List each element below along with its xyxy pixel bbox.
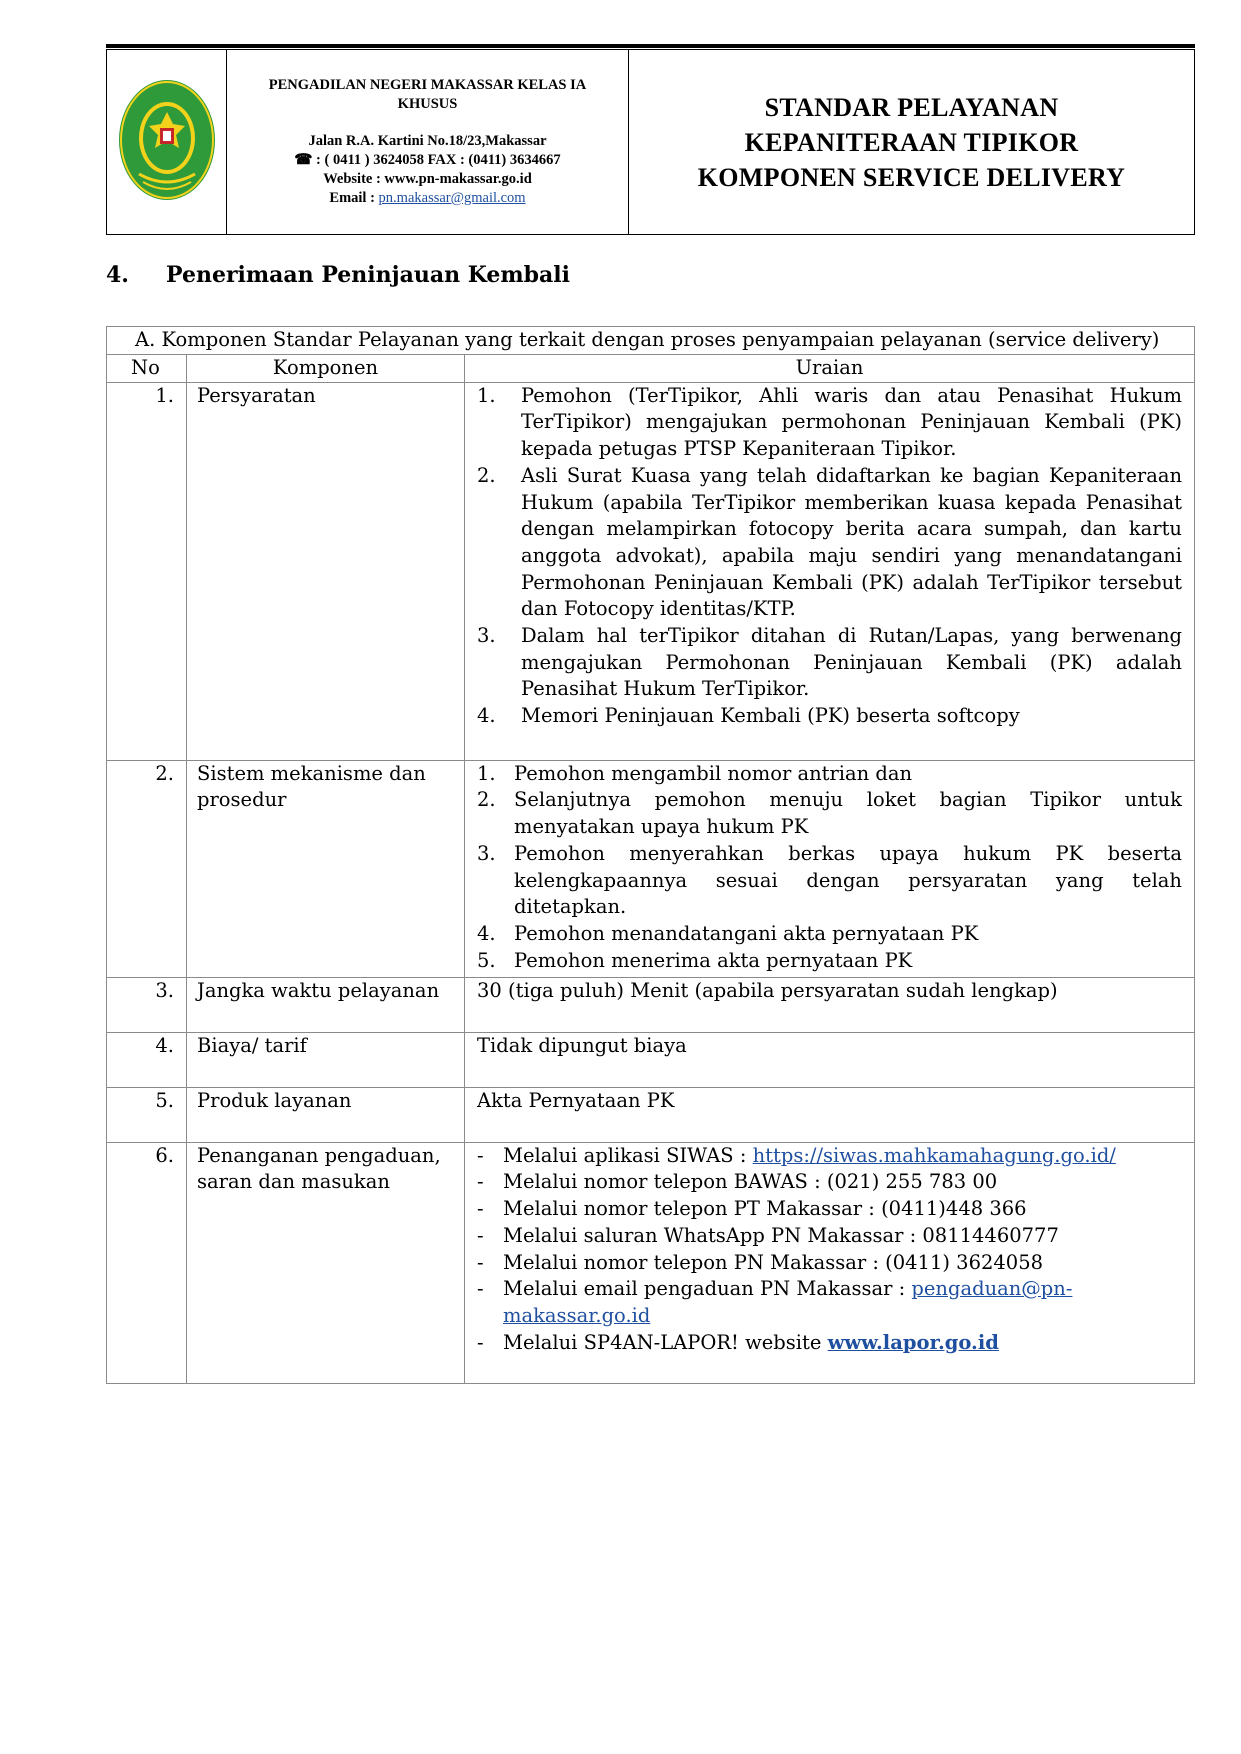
logo-cell	[107, 50, 227, 235]
email-label: Email :	[329, 190, 375, 206]
column-header-uraian: Uraian	[465, 355, 1195, 383]
row-uraian: Tidak dipungut biaya	[465, 1032, 1195, 1087]
court-info	[227, 50, 629, 235]
row-number: 1.	[107, 382, 187, 760]
list-item: 1. Pemohon (TerTipikor, Ahli waris dan atau Penasihat Hukum TerTipikor) mengajukan permohonan Peninjauan Kembali (PK) kepada petugas PTSP Kepaniteraan Tipikor.	[477, 383, 1182, 461]
court-website: Website : www.pn-makassar.go.id	[323, 171, 532, 187]
row-number: 3.	[107, 977, 187, 1032]
row-komponen: Produk layanan	[187, 1087, 465, 1142]
table-row	[107, 1087, 1195, 1142]
header-top-rule	[106, 44, 1195, 48]
table-row	[107, 382, 1195, 760]
service-standard-table	[106, 326, 1195, 1384]
list-item: 3. Dalam hal terTipikor ditahan di Rutan/Lapas, yang berwenang mengajukan Permohonan Peninjauan Kembali (PK) adalah Penasihat Hukum TerTipikor.	[477, 624, 1182, 701]
row-komponen: Penanganan pengaduan, saran dan masukan	[187, 1142, 465, 1383]
column-header-komponen: Komponen	[187, 355, 465, 383]
document-title	[629, 50, 1195, 235]
phone-text: : ( 0411 ) 3624058 FAX : (0411) 3634667	[316, 152, 561, 168]
list-item: 3. Pemohon menyerahkan berkas upaya hukum PK beserta kelengkapaannya sesuai dengan persyaratan yang telah ditetapkan.	[477, 841, 1182, 919]
table-banner: A. Komponen Standar Pelayanan yang terkait dengan proses penyampaian pelayanan (service delivery)	[107, 327, 1195, 355]
title-line-2: KEPANITERAAN TIPIKOR	[744, 127, 1079, 157]
row-number: 4.	[107, 1032, 187, 1087]
row-uraian	[465, 382, 1195, 760]
list-item: - Melalui saluran WhatsApp PN Makassar : 08114460777	[477, 1223, 1059, 1247]
section-number: 4.	[106, 262, 129, 288]
section-heading	[106, 262, 570, 288]
procedure-list	[477, 761, 1182, 975]
court-phone	[228, 151, 627, 170]
email-link[interactable]: pn.makassar@gmail.com	[378, 190, 526, 206]
row-number: 5.	[107, 1087, 187, 1142]
section-title: Penerimaan Peninjauan Kembali	[166, 262, 571, 288]
row-number: 6.	[107, 1142, 187, 1383]
list-item: - Melalui nomor telepon PT Makassar : (0411)448 366	[477, 1197, 1027, 1221]
list-item: 5. Pemohon menerima akta pernyataan PK	[477, 948, 913, 972]
row-komponen: Jangka waktu pelayanan	[187, 977, 465, 1032]
list-item: 1. Pemohon mengambil nomor antrian dan	[477, 761, 913, 785]
list-item: - Melalui SP4AN-LAPOR! website www.lapor.go.id	[477, 1330, 999, 1354]
row-komponen: Biaya/ tarif	[187, 1032, 465, 1087]
row-uraian: 30 (tiga puluh) Menit (apabila persyaratan sudah lengkap)	[465, 977, 1195, 1032]
table-row	[107, 760, 1195, 977]
row-komponen: Persyaratan	[187, 382, 465, 760]
lapor-website-link[interactable]: www.lapor.go.id	[827, 1330, 999, 1354]
complaint-email-link[interactable]: pengaduan@pn-makassar.go.id	[503, 1277, 1073, 1327]
list-item: 4. Memori Peninjauan Kembali (PK) beserta softcopy	[477, 704, 1020, 728]
list-item: 2. Asli Surat Kuasa yang telah didaftarkan ke bagian Kepaniteraan Hukum (apabila TerTipikor memberikan kuasa kepada Penasihat dengan melampirkan fotocopy berita acara sumpah, dan kartu anggota advokat), apabila maju sendiri yang menandatangani Permohonan Peninjauan Kembali (PK) adalah TerTipikor tersebut dan Fotocopy identitas/KTP.	[477, 463, 1182, 621]
table-row	[107, 977, 1195, 1032]
row-uraian: Akta Pernyataan PK	[465, 1087, 1195, 1142]
row-number: 2.	[107, 760, 187, 977]
requirements-list	[477, 383, 1182, 730]
title-line-3: KOMPONEN SERVICE DELIVERY	[697, 162, 1126, 192]
row-uraian	[465, 760, 1195, 977]
letterhead	[106, 49, 1195, 235]
row-uraian	[465, 1142, 1195, 1383]
title-line-1: STANDAR PELAYANAN	[764, 92, 1059, 122]
siwas-link[interactable]: https://siwas.mahkamahagung.go.id/	[752, 1143, 1116, 1167]
table-row	[107, 1142, 1195, 1383]
telephone-icon: ☎	[294, 152, 313, 168]
complaint-channels-list	[477, 1143, 1182, 1357]
list-item: - Melalui nomor telepon BAWAS : (021) 255 783 00	[477, 1170, 998, 1194]
list-item: 4. Pemohon menandatangani akta pernyataan PK	[477, 921, 979, 945]
court-logo	[117, 78, 217, 202]
table-row	[107, 1032, 1195, 1087]
row-komponen: Sistem mekanisme dan prosedur	[187, 760, 465, 977]
court-address: Jalan R.A. Kartini No.18/23,Makassar	[308, 133, 547, 149]
list-item: - Melalui aplikasi SIWAS : https://siwas.mahkamahagung.go.id/	[477, 1143, 1116, 1167]
list-item: 2. Selanjutnya pemohon menuju loket bagian Tipikor untuk menyatakan upaya hukum PK	[477, 788, 1182, 839]
list-item: - Melalui email pengaduan PN Makassar : pengaduan@pn-makassar.go.id	[477, 1277, 1073, 1327]
column-header-no: No	[107, 355, 187, 383]
list-item: - Melalui nomor telepon PN Makassar : (0411) 3624058	[477, 1250, 1044, 1274]
court-name: PENGADILAN NEGERI MAKASSAR KELAS IA KHUSUS	[268, 77, 587, 112]
court-email	[228, 189, 627, 208]
